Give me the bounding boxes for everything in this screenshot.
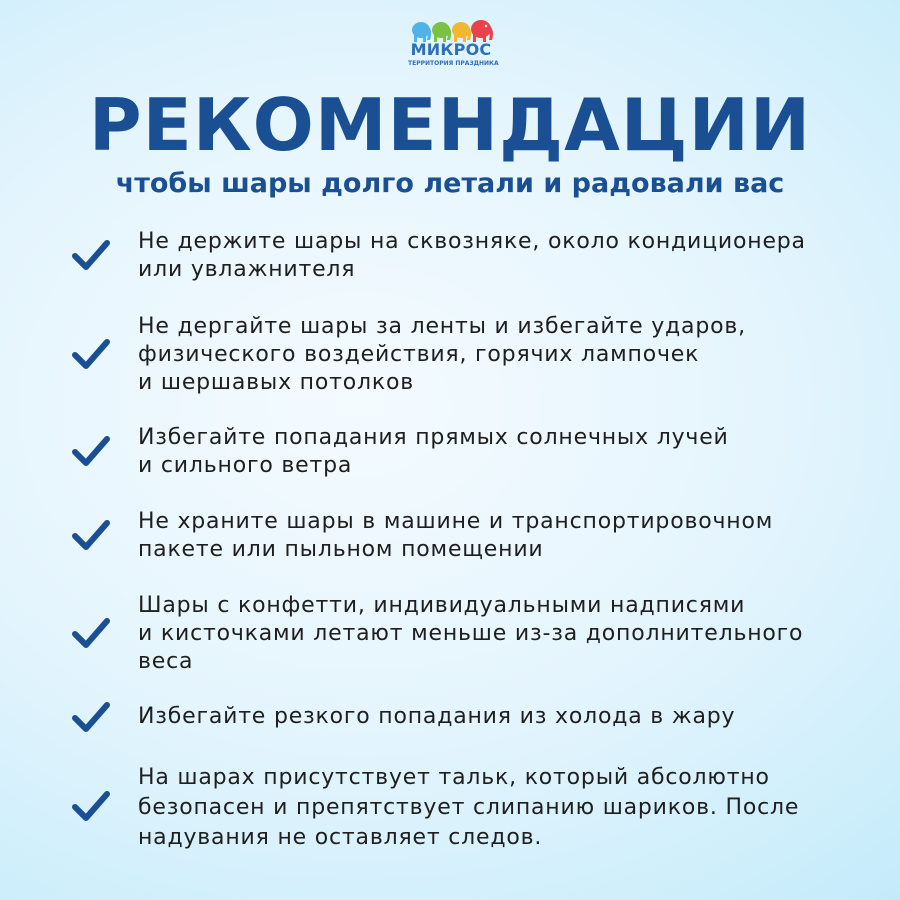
logo-name: МИКРОС — [410, 40, 492, 59]
tip-line: пакете или пыльном помещении — [138, 537, 544, 562]
tip-text — [138, 228, 878, 284]
tip-line: Не держите шары на сквозняке, около кондиционера — [138, 229, 806, 254]
tip-line: и шершавых потолков — [138, 370, 414, 395]
tip-line: Избегайте резкого попадания из холода в жару — [138, 704, 736, 729]
tip-line: и сильного ветра — [138, 453, 353, 478]
tip-line: На шарах присутствует тальк, который абсолютно — [138, 765, 770, 790]
check-icon — [70, 789, 112, 825]
tip-text — [138, 508, 878, 564]
tip-line: Шары с конфетти, индивидуальными надписями — [138, 593, 746, 618]
logo-tagline: ТЕРРИТОРИЯ ПРАЗДНИКА — [408, 60, 499, 67]
tip-line: Не храните шары в машине и транспортировочном — [138, 509, 774, 534]
tip-line: надувания не оставляет следов. — [138, 825, 543, 850]
page-title: РЕКОМЕНДАЦИИ — [88, 83, 812, 167]
tip-line: безопасен и препятствует слипанию шариков. После — [138, 795, 800, 820]
tip-text — [138, 763, 878, 853]
elephants-logo-icon — [410, 16, 494, 42]
check-icon — [70, 700, 112, 736]
tip-text — [138, 703, 878, 731]
tip-text — [138, 592, 878, 676]
tip-line: или увлажнителя — [138, 257, 356, 282]
page-subtitle: чтобы шары долго летали и радовали вас — [115, 168, 785, 199]
tip-text — [138, 424, 878, 480]
tip-line: физического воздействия, горячих лампочек — [138, 342, 700, 367]
brand-logo — [408, 16, 499, 72]
tip-line: Избегайте попадания прямых солнечных лучей — [138, 425, 729, 450]
tip-line: Не дергайте шары за ленты и избегайте ударов, — [138, 314, 746, 339]
check-icon — [70, 434, 112, 470]
check-icon — [70, 337, 112, 373]
tip-text — [138, 313, 878, 397]
check-icon — [70, 238, 112, 274]
check-icon — [70, 518, 112, 554]
check-icon — [70, 616, 112, 652]
tip-line: веса — [138, 649, 194, 674]
tip-line: и кисточками летают меньше из-за дополнительного — [138, 621, 804, 646]
